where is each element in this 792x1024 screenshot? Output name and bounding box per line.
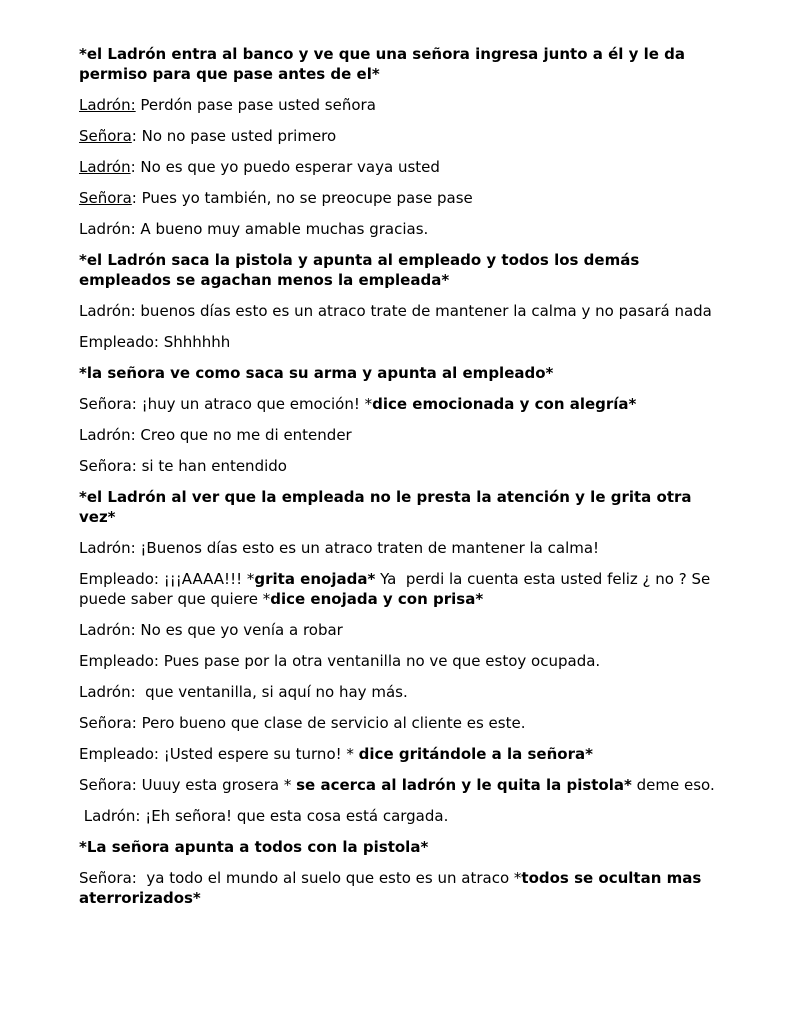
paragraph-dialogue-12 <box>79 569 719 609</box>
text-segment: Ladrón: A bueno muy amable muchas gracias. <box>79 220 429 238</box>
paragraph-dialogue-13 <box>79 620 719 640</box>
text-segment: Ya perdi la cuenta esta usted feliz ¿ no ? Se puede saber que quiere * <box>79 570 715 608</box>
paragraph-dialogue-17 <box>79 744 719 764</box>
text-segment: Ladrón: ¡Buenos días esto es un atraco traten de mantener la calma! <box>79 539 600 557</box>
text-segment: : No es que yo puedo esperar vaya usted <box>130 158 440 176</box>
text-segment: Señora: Pero bueno que clase de servicio al cliente es este. <box>79 714 526 732</box>
paragraph-dialogue-4 <box>79 188 719 208</box>
paragraph-dialogue-2 <box>79 126 719 146</box>
paragraph-dialogue-18 <box>79 775 719 795</box>
text-segment: se acerca al ladrón y le quita la pistola* <box>296 776 632 794</box>
text-segment: Perdón pase pase usted señora <box>135 96 376 114</box>
paragraph-dialogue-5 <box>79 219 719 239</box>
paragraph-dialogue-16 <box>79 713 719 733</box>
paragraph-stage-direction-1 <box>79 44 719 84</box>
text-segment: Señora: Uuuy esta grosera * <box>79 776 297 794</box>
text-segment: Señora: ¡huy un atraco que emoción! * <box>79 395 373 413</box>
text-segment: dice gritándole a la señora* <box>358 745 593 763</box>
text-segment: dice emocionada y con alegría* <box>372 395 637 413</box>
paragraph-stage-direction-3 <box>79 363 719 383</box>
text-segment: Ladrón: que ventanilla, si aquí no hay más. <box>79 683 408 701</box>
speaker-label: Ladrón <box>79 158 131 176</box>
paragraph-dialogue-8 <box>79 394 719 414</box>
text-segment: Señora: ya todo el mundo al suelo que esto es un atraco * <box>79 869 522 887</box>
paragraph-dialogue-6 <box>79 301 719 321</box>
document-page <box>79 44 719 919</box>
text-segment: : No no pase usted primero <box>131 127 337 145</box>
paragraph-dialogue-10 <box>79 456 719 476</box>
text-segment: Empleado: ¡¡¡AAAA!!! * <box>79 570 255 588</box>
speaker-label: Señora <box>79 127 132 145</box>
paragraph-dialogue-3 <box>79 157 719 177</box>
text-segment: Señora: si te han entendido <box>79 457 287 475</box>
text-segment: dice enojada y con prisa* <box>270 590 484 608</box>
paragraph-dialogue-1 <box>79 95 719 115</box>
paragraph-stage-direction-4 <box>79 487 719 527</box>
paragraph-dialogue-15 <box>79 682 719 702</box>
paragraph-dialogue-19 <box>79 806 719 826</box>
speaker-label: Señora <box>79 189 132 207</box>
text-segment: Ladrón: ¡Eh señora! que esta cosa está cargada. <box>79 807 449 825</box>
paragraph-dialogue-9 <box>79 425 719 445</box>
paragraph-dialogue-20 <box>79 868 719 908</box>
text-segment: Empleado: Shhhhhh <box>79 333 231 351</box>
text-segment: *el Ladrón saca la pistola y apunta al empleado y todos los demás empleados se agachan menos la empleada* <box>79 251 645 289</box>
text-segment: : Pues yo también, no se preocupe pase pase <box>131 189 473 207</box>
text-segment: *la señora ve como saca su arma y apunta al empleado* <box>79 364 554 382</box>
text-segment: Ladrón: buenos días esto es un atraco trate de mantener la calma y no pasará nada <box>79 302 712 320</box>
text-segment: Empleado: ¡Usted espere su turno! * <box>79 745 359 763</box>
text-segment: todos se ocultan mas aterrorizados* <box>79 869 707 907</box>
text-segment: *La señora apunta a todos con la pistola* <box>79 838 429 856</box>
text-segment: *el Ladrón al ver que la empleada no le presta la atención y le grita otra vez* <box>79 488 697 526</box>
paragraph-dialogue-7 <box>79 332 719 352</box>
text-segment: deme eso. <box>631 776 715 794</box>
text-segment: Ladrón: No es que yo venía a robar <box>79 621 343 639</box>
text-segment: Empleado: Pues pase por la otra ventanilla no ve que estoy ocupada. <box>79 652 601 670</box>
text-segment: Ladrón: Creo que no me di entender <box>79 426 352 444</box>
paragraph-stage-direction-5 <box>79 837 719 857</box>
speaker-label: Ladrón: <box>79 96 136 114</box>
text-segment: *el Ladrón entra al banco y ve que una señora ingresa junto a él y le da permiso para que pase antes de el* <box>79 45 691 83</box>
paragraph-dialogue-14 <box>79 651 719 671</box>
text-segment: grita enojada* <box>254 570 376 588</box>
paragraph-stage-direction-2 <box>79 250 719 290</box>
paragraph-dialogue-11 <box>79 538 719 558</box>
